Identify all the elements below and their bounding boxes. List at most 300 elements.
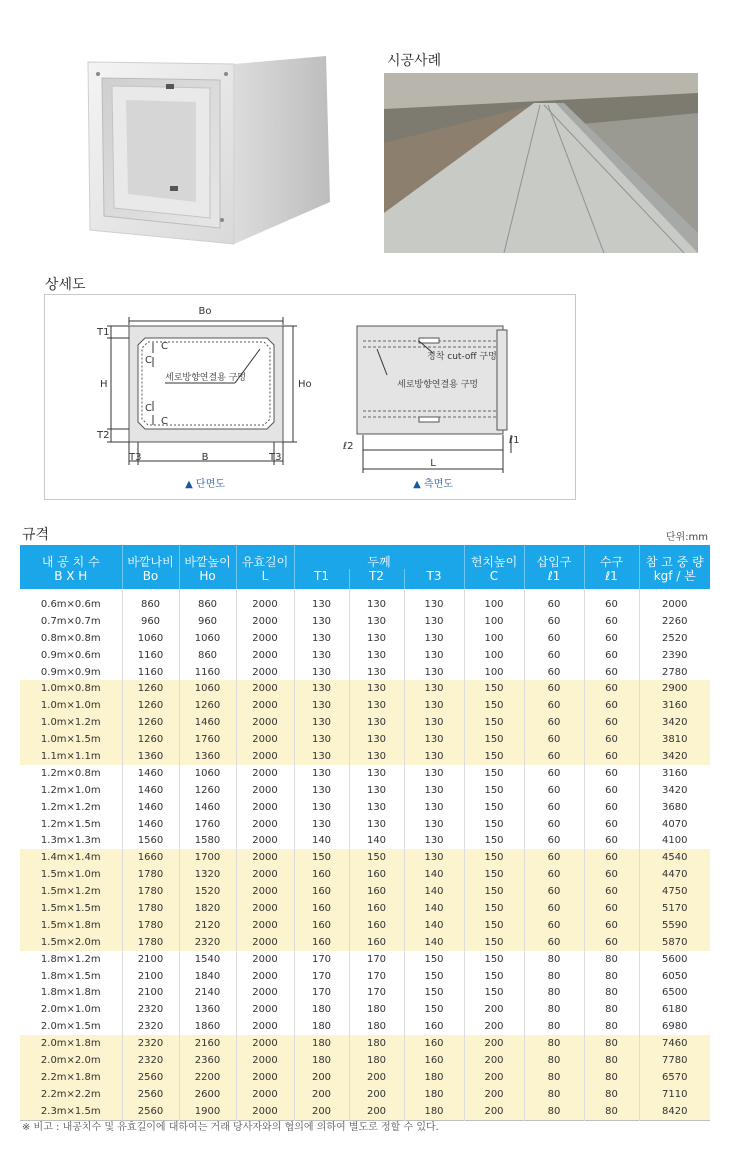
- table-cell: 2000: [236, 748, 294, 765]
- detail-drawing: [45, 295, 575, 499]
- table-cell: 150: [404, 1001, 464, 1018]
- remark-note: ※ 비고 : 내공치수 및 유효길이에 대하여는 거래 당사자와의 협의에 의하여 별도로 정할 수 있다.: [22, 1122, 439, 1133]
- table-cell: 1780: [122, 900, 179, 917]
- table-cell: 2000: [236, 866, 294, 883]
- table-cell: 960: [122, 613, 179, 630]
- table-cell: 60: [524, 680, 584, 697]
- table-cell: 2000: [236, 782, 294, 799]
- table-cell: 100: [464, 664, 524, 681]
- table-cell: 170: [294, 984, 349, 1001]
- table-row: [20, 1018, 710, 1035]
- table-cell: 140: [404, 917, 464, 934]
- table-cell: 2000: [236, 1086, 294, 1103]
- label-t3-right: T3: [269, 452, 282, 463]
- table-cell: 150: [464, 951, 524, 968]
- table-cell: 200: [464, 1018, 524, 1035]
- table-cell: 60: [584, 799, 639, 816]
- table-cell: 170: [349, 951, 404, 968]
- table-cell: 130: [404, 630, 464, 647]
- table-cell: 1.5m×1.2m: [20, 883, 122, 900]
- table-cell: 2000: [236, 1035, 294, 1052]
- detail-drawing-panel: [44, 294, 576, 500]
- table-cell: 60: [584, 883, 639, 900]
- table-row: [20, 900, 710, 917]
- table-cell: 1.5m×1.5m: [20, 900, 122, 917]
- table-cell: 150: [464, 832, 524, 849]
- table-cell: 1.5m×1.0m: [20, 866, 122, 883]
- table-cell: 160: [294, 934, 349, 951]
- table-cell: 7780: [639, 1052, 710, 1069]
- table-cell: 60: [524, 714, 584, 731]
- table-cell: 60: [584, 765, 639, 782]
- table-cell: 100: [464, 596, 524, 613]
- label-l2: ℓ2: [343, 441, 354, 452]
- table-cell: 160: [349, 934, 404, 951]
- table-cell: 2000: [236, 1052, 294, 1069]
- spacer-cell: [524, 589, 584, 596]
- table-cell: 1.2m×0.8m: [20, 765, 122, 782]
- label-ho: Ho: [298, 379, 312, 390]
- table-cell: 150: [464, 765, 524, 782]
- header-t1: T1: [294, 569, 349, 589]
- table-cell: 2560: [122, 1069, 179, 1086]
- table-cell: 60: [584, 697, 639, 714]
- header-l1-socket: ℓ1: [584, 569, 639, 589]
- table-row: [20, 680, 710, 697]
- table-cell: 200: [294, 1069, 349, 1086]
- table-cell: 150: [404, 951, 464, 968]
- table-cell: 160: [294, 917, 349, 934]
- table-cell: 150: [464, 984, 524, 1001]
- table-cell: 4070: [639, 816, 710, 833]
- table-cell: 130: [404, 596, 464, 613]
- table-cell: 80: [584, 1035, 639, 1052]
- spacer-cell: [464, 589, 524, 596]
- spacer-cell: [349, 589, 404, 596]
- table-cell: 180: [294, 1035, 349, 1052]
- table-cell: 1460: [122, 765, 179, 782]
- table-cell: 2000: [236, 849, 294, 866]
- table-cell: 2000: [236, 680, 294, 697]
- table-cell: 80: [584, 1086, 639, 1103]
- table-row: [20, 765, 710, 782]
- table-cell: 2.3m×1.5m: [20, 1103, 122, 1120]
- table-cell: 2.0m×2.0m: [20, 1052, 122, 1069]
- table-cell: 1.8m×1.8m: [20, 984, 122, 1001]
- table-cell: 130: [404, 849, 464, 866]
- spacer-cell: [639, 589, 710, 596]
- table-cell: 60: [524, 799, 584, 816]
- table-cell: 2360: [179, 1052, 236, 1069]
- table-cell: 60: [584, 647, 639, 664]
- table-row: [20, 917, 710, 934]
- table-cell: 1860: [179, 1018, 236, 1035]
- table-cell: 180: [349, 1035, 404, 1052]
- header-effective-length: 유효길이: [236, 545, 294, 569]
- table-cell: 2560: [122, 1086, 179, 1103]
- label-c2: C: [145, 355, 152, 366]
- table-cell: 6570: [639, 1069, 710, 1086]
- table-cell: 150: [464, 816, 524, 833]
- table-cell: 4750: [639, 883, 710, 900]
- table-cell: 200: [464, 1103, 524, 1120]
- table-cell: 130: [404, 832, 464, 849]
- detail-drawing-title: 상세도: [45, 277, 86, 293]
- table-cell: 2140: [179, 984, 236, 1001]
- table-cell: 80: [524, 1018, 584, 1035]
- table-cell: 150: [464, 900, 524, 917]
- table-cell: 60: [584, 596, 639, 613]
- table-cell: 140: [294, 832, 349, 849]
- table-cell: 60: [524, 596, 584, 613]
- table-cell: 60: [524, 647, 584, 664]
- table-cell: 60: [524, 866, 584, 883]
- table-cell: 6050: [639, 968, 710, 985]
- header-kgf: kgf / 본: [639, 569, 710, 589]
- table-cell: 130: [294, 664, 349, 681]
- table-cell: 130: [404, 782, 464, 799]
- table-cell: 2520: [639, 630, 710, 647]
- table-cell: 2320: [179, 934, 236, 951]
- table-cell: 140: [404, 866, 464, 883]
- table-cell: 180: [349, 1018, 404, 1035]
- table-cell: 60: [584, 664, 639, 681]
- table-cell: 130: [404, 816, 464, 833]
- table-cell: 60: [524, 697, 584, 714]
- table-cell: 1460: [179, 799, 236, 816]
- table-cell: 130: [349, 664, 404, 681]
- table-cell: 2000: [236, 630, 294, 647]
- header-socket: 수구: [584, 545, 639, 569]
- table-cell: 1780: [122, 917, 179, 934]
- header-spigot: 삽입구: [524, 545, 584, 569]
- table-cell: 60: [584, 680, 639, 697]
- table-cell: 2100: [122, 968, 179, 985]
- table-row: [20, 1035, 710, 1052]
- table-cell: 2320: [122, 1018, 179, 1035]
- table-cell: 80: [524, 951, 584, 968]
- table-cell: 1.0m×1.2m: [20, 714, 122, 731]
- spacer-cell: [584, 589, 639, 596]
- table-cell: 180: [349, 1052, 404, 1069]
- table-cell: 130: [404, 748, 464, 765]
- table-cell: 150: [464, 748, 524, 765]
- table-cell: 7110: [639, 1086, 710, 1103]
- table-cell: 180: [294, 1001, 349, 1018]
- table-cell: 130: [294, 731, 349, 748]
- table-row: [20, 782, 710, 799]
- table-cell: 5870: [639, 934, 710, 951]
- table-cell: 150: [464, 866, 524, 883]
- table-cell: 130: [404, 697, 464, 714]
- table-row: [20, 968, 710, 985]
- table-cell: 2000: [236, 984, 294, 1001]
- table-cell: 100: [464, 630, 524, 647]
- table-cell: 200: [464, 1035, 524, 1052]
- table-cell: 150: [404, 984, 464, 1001]
- table-cell: 150: [464, 917, 524, 934]
- table-cell: 2560: [122, 1103, 179, 1120]
- table-cell: 150: [404, 968, 464, 985]
- spacer-cell: [179, 589, 236, 596]
- table-cell: 2000: [236, 714, 294, 731]
- table-cell: 2000: [639, 596, 710, 613]
- table-cell: 130: [404, 799, 464, 816]
- header-c: C: [464, 569, 524, 589]
- table-cell: 130: [349, 596, 404, 613]
- table-cell: 80: [584, 1001, 639, 1018]
- table-cell: 1.4m×1.4m: [20, 849, 122, 866]
- table-cell: 150: [464, 883, 524, 900]
- header-bxh: B X H: [20, 569, 122, 589]
- table-cell: 2600: [179, 1086, 236, 1103]
- table-cell: 1900: [179, 1103, 236, 1120]
- table-cell: 1.8m×1.2m: [20, 951, 122, 968]
- header-outer-width: 바깥나비: [122, 545, 179, 569]
- table-cell: 200: [349, 1069, 404, 1086]
- table-cell: 200: [464, 1052, 524, 1069]
- table-row: [20, 731, 710, 748]
- table-cell: 6980: [639, 1018, 710, 1035]
- table-cell: 160: [349, 900, 404, 917]
- table-cell: 2390: [639, 647, 710, 664]
- table-cell: 2000: [236, 1103, 294, 1120]
- construction-example-photo: [384, 73, 698, 253]
- table-cell: 150: [464, 782, 524, 799]
- table-row: [20, 1069, 710, 1086]
- table-cell: 60: [524, 630, 584, 647]
- spacer-cell: [404, 589, 464, 596]
- table-cell: 160: [404, 1018, 464, 1035]
- table-cell: 140: [404, 934, 464, 951]
- label-t2: T2: [97, 430, 110, 441]
- table-cell: 2000: [236, 816, 294, 833]
- table-row: [20, 832, 710, 849]
- table-cell: 130: [404, 680, 464, 697]
- table-cell: 2000: [236, 934, 294, 951]
- table-cell: 150: [464, 849, 524, 866]
- table-row: [20, 748, 710, 765]
- table-cell: 2000: [236, 951, 294, 968]
- caption-side-view: ▲ 측면도: [413, 479, 453, 490]
- table-cell: 1360: [179, 1001, 236, 1018]
- table-cell: 80: [524, 1086, 584, 1103]
- header-t3: T3: [404, 569, 464, 589]
- table-row: [20, 697, 710, 714]
- table-row: [20, 816, 710, 833]
- table-cell: 60: [524, 731, 584, 748]
- table-cell: 160: [349, 866, 404, 883]
- table-cell: 1540: [179, 951, 236, 968]
- table-cell: 2000: [236, 883, 294, 900]
- table-cell: 2000: [236, 765, 294, 782]
- table-cell: 130: [294, 799, 349, 816]
- table-cell: 1060: [122, 630, 179, 647]
- table-cell: 130: [404, 765, 464, 782]
- table-cell: 1.8m×1.5m: [20, 968, 122, 985]
- table-cell: 4100: [639, 832, 710, 849]
- table-cell: 60: [524, 748, 584, 765]
- table-cell: 80: [524, 1001, 584, 1018]
- table-cell: 5600: [639, 951, 710, 968]
- table-cell: 1.0m×1.0m: [20, 697, 122, 714]
- table-cell: 2.0m×1.5m: [20, 1018, 122, 1035]
- table-cell: 2000: [236, 1001, 294, 1018]
- table-cell: 1.2m×1.2m: [20, 799, 122, 816]
- table-cell: 200: [349, 1086, 404, 1103]
- table-cell: 130: [294, 782, 349, 799]
- table-cell: 1320: [179, 866, 236, 883]
- table-cell: 60: [584, 748, 639, 765]
- table-cell: 130: [294, 596, 349, 613]
- header-haunch-height: 헌치높이: [464, 545, 524, 569]
- table-cell: 2260: [639, 613, 710, 630]
- table-cell: 80: [584, 1103, 639, 1120]
- table-cell: 2000: [236, 697, 294, 714]
- table-cell: 130: [349, 630, 404, 647]
- header-l: L: [236, 569, 294, 589]
- table-cell: 170: [294, 968, 349, 985]
- table-cell: 1260: [179, 697, 236, 714]
- table-cell: 2780: [639, 664, 710, 681]
- table-cell: 80: [584, 951, 639, 968]
- table-row: [20, 883, 710, 900]
- table-row: [20, 934, 710, 951]
- unit-label: 단위:mm: [665, 532, 708, 543]
- table-cell: 60: [524, 765, 584, 782]
- table-cell: 150: [464, 714, 524, 731]
- table-cell: 150: [464, 799, 524, 816]
- table-cell: 160: [349, 917, 404, 934]
- table-cell: 60: [524, 782, 584, 799]
- table-cell: 1.0m×1.5m: [20, 731, 122, 748]
- table-cell: 60: [584, 832, 639, 849]
- table-cell: 150: [464, 731, 524, 748]
- table-cell: 160: [404, 1052, 464, 1069]
- table-cell: 130: [349, 799, 404, 816]
- table-cell: 1460: [122, 799, 179, 816]
- table-cell: 140: [404, 900, 464, 917]
- table-cell: 130: [294, 680, 349, 697]
- table-cell: 130: [404, 613, 464, 630]
- table-cell: 6180: [639, 1001, 710, 1018]
- table-row: [20, 1001, 710, 1018]
- table-cell: 130: [404, 647, 464, 664]
- table-cell: 1780: [122, 934, 179, 951]
- table-cell: 1.2m×1.5m: [20, 816, 122, 833]
- spec-table-body: [20, 589, 710, 1120]
- table-cell: 200: [294, 1103, 349, 1120]
- table-cell: 2320: [122, 1001, 179, 1018]
- table-cell: 1660: [122, 849, 179, 866]
- table-cell: 3160: [639, 765, 710, 782]
- table-cell: 160: [294, 883, 349, 900]
- table-row: [20, 866, 710, 883]
- header-t2: T2: [349, 569, 404, 589]
- table-cell: 100: [464, 613, 524, 630]
- table-cell: 60: [524, 917, 584, 934]
- table-cell: 2100: [122, 984, 179, 1001]
- label-t1: T1: [97, 327, 110, 338]
- table-cell: 2000: [236, 1018, 294, 1035]
- table-cell: 80: [584, 1069, 639, 1086]
- label-l1: ℓ1: [509, 435, 520, 446]
- table-cell: 2320: [122, 1035, 179, 1052]
- table-cell: 130: [349, 765, 404, 782]
- table-cell: 2000: [236, 731, 294, 748]
- label-l: L: [430, 458, 436, 469]
- table-cell: 1.1m×1.1m: [20, 748, 122, 765]
- label-c3: C: [145, 403, 152, 414]
- table-cell: 80: [524, 984, 584, 1001]
- table-cell: 2320: [122, 1052, 179, 1069]
- header-thickness: 두께: [294, 545, 464, 569]
- table-cell: 200: [294, 1086, 349, 1103]
- table-cell: 130: [349, 816, 404, 833]
- header-inner-size: 내 공 치 수: [20, 545, 122, 569]
- table-cell: 7460: [639, 1035, 710, 1052]
- table-cell: 1.0m×0.8m: [20, 680, 122, 697]
- table-cell: 1780: [122, 883, 179, 900]
- table-cell: 2000: [236, 596, 294, 613]
- table-cell: 1160: [122, 647, 179, 664]
- table-cell: 4540: [639, 849, 710, 866]
- table-cell: 60: [524, 832, 584, 849]
- table-cell: 2000: [236, 664, 294, 681]
- table-row: [20, 849, 710, 866]
- table-cell: 130: [294, 765, 349, 782]
- table-cell: 0.8m×0.8m: [20, 630, 122, 647]
- table-cell: 2.2m×2.2m: [20, 1086, 122, 1103]
- header-l1-spigot: ℓ1: [524, 569, 584, 589]
- table-cell: 130: [294, 714, 349, 731]
- table-cell: 130: [404, 664, 464, 681]
- table-cell: 1460: [122, 782, 179, 799]
- table-row: [20, 647, 710, 664]
- table-cell: 150: [349, 849, 404, 866]
- table-cell: 160: [294, 866, 349, 883]
- table-cell: 160: [404, 1035, 464, 1052]
- table-cell: 5170: [639, 900, 710, 917]
- table-cell: 1560: [122, 832, 179, 849]
- table-cell: 1460: [179, 714, 236, 731]
- table-cell: 60: [584, 613, 639, 630]
- table-cell: 80: [584, 1052, 639, 1069]
- table-cell: 2000: [236, 968, 294, 985]
- table-cell: 1.5m×1.8m: [20, 917, 122, 934]
- table-cell: 80: [584, 968, 639, 985]
- table-cell: 170: [294, 951, 349, 968]
- table-cell: 60: [584, 934, 639, 951]
- table-cell: 960: [179, 613, 236, 630]
- table-cell: 5590: [639, 917, 710, 934]
- table-cell: 1840: [179, 968, 236, 985]
- table-cell: 100: [464, 647, 524, 664]
- table-cell: 80: [524, 1035, 584, 1052]
- table-cell: 2.0m×1.0m: [20, 1001, 122, 1018]
- table-cell: 60: [584, 849, 639, 866]
- table-cell: 80: [524, 1052, 584, 1069]
- table-cell: 2100: [122, 951, 179, 968]
- table-cell: 2000: [236, 647, 294, 664]
- table-cell: 130: [349, 782, 404, 799]
- table-row: [20, 799, 710, 816]
- table-cell: 130: [294, 697, 349, 714]
- table-cell: 150: [294, 849, 349, 866]
- table-cell: 1820: [179, 900, 236, 917]
- label-b: B: [201, 452, 209, 463]
- table-cell: 1260: [122, 714, 179, 731]
